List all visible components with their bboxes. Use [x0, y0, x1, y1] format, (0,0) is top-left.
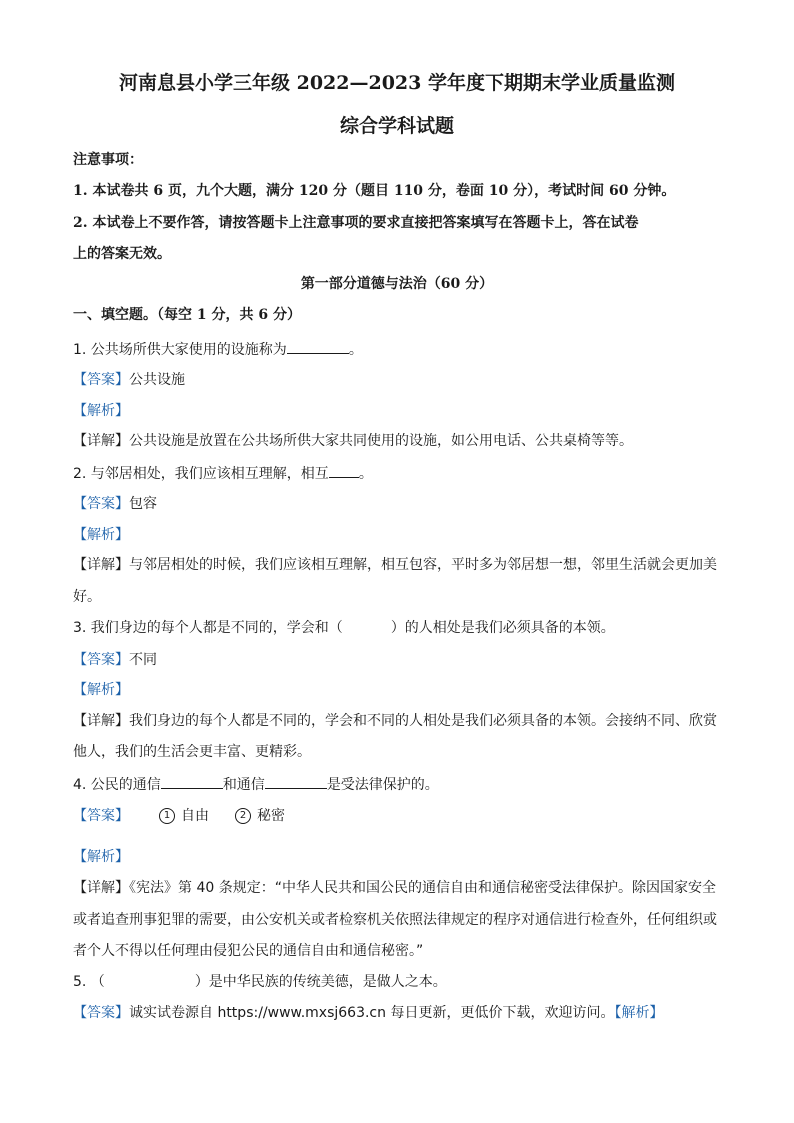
question-2: 2. 与邻居相处，我们应该相互理解，相互 。: [73, 463, 373, 484]
question-4-detail-cont2: 者个人不得以任何理由侵犯公民的通信自由和通信秘密。”: [73, 943, 424, 959]
question-1-answer: 【答案】公共设施: [73, 372, 185, 388]
question-1-stem: 1. 公共场所供大家使用的设施称为: [73, 342, 287, 358]
question-4-detail: 【详解】《宪法》第 40 条规定：“中华人民共和国公民的通信自由和通信秘密受法律保护。除因国家安全: [73, 880, 716, 896]
answer-blank: [329, 463, 359, 478]
notes-item-2-cont: 上的答案无效。: [73, 246, 171, 262]
source-footer: 【答案】诚实试卷源自 https://www.mxsj663.cn 每日更新，更低价下载，欢迎访问。【解析】: [73, 1005, 664, 1021]
section-heading: 一、填空题。（每空 1 分，共 6 分）: [73, 307, 301, 323]
question-3: 3. 我们身边的每个人都是不同的，学会和（ ）的人相处是我们必须具备的本领。: [73, 620, 615, 636]
answer-label: 【答案】: [73, 372, 129, 388]
question-2-stem: 2. 与邻居相处，我们应该相互理解，相互: [73, 466, 329, 482]
notes-heading: 注意事项：: [73, 152, 143, 168]
answer-blank: [265, 774, 327, 789]
notes-item-1: 1. 本试卷共 6 页，九个大题，满分 120 分（题目 110 分，卷面 10 分），考试时间 60 分钟。: [73, 183, 676, 199]
answer-blank: [287, 339, 349, 354]
question-5: 5. （ ）是中华民族的传统美德，是做人之本。: [73, 974, 447, 990]
question-3-answer: 【答案】不同: [73, 652, 157, 668]
question-2-analysis: 【解析】: [73, 527, 129, 543]
question-3-analysis: 【解析】: [73, 682, 129, 698]
question-4-stem: 4. 公民的通信: [73, 777, 161, 793]
question-4: 4. 公民的通信 和通信 是受法律保护的。: [73, 774, 439, 795]
answer-blank: [161, 774, 223, 789]
question-3-stem: 3. 我们身边的每个人都是不同的，学会和（: [73, 620, 343, 636]
exam-subtitle: 综合学科试题: [339, 115, 454, 137]
exam-title: 河南息县小学三年级 2022—2023 学年度下期期末学业质量监测: [119, 72, 675, 94]
question-4-answer: 【答案】 1 自由 2 秘密: [73, 808, 285, 824]
question-1-detail: 【详解】公共设施是放置在公共场所供大家共同使用的设施，如公用电话、公共桌椅等等。: [73, 433, 633, 449]
analysis-label: 【解析】: [73, 403, 129, 419]
question-3-detail: 【详解】我们身边的每个人都是不同的，学会和不同的人相处是我们必须具备的本领。会接纳不同、欣赏: [73, 713, 717, 729]
question-1-analysis: [73, 401, 129, 421]
question-2-answer: 【答案】包容: [73, 496, 157, 512]
question-4-detail-cont: 或者追查刑事犯罪的需要，由公安机关或者检察机关依照法律规定的程序对通信进行检查外，任何组织或: [73, 912, 717, 928]
source-link[interactable]: 诚实试卷源自 https://www.mxsj663.cn 每日更新，更低价下载，欢迎访问。: [129, 1005, 615, 1021]
part-heading: 第一部分道德与法治（60 分）: [300, 276, 494, 292]
number-1-icon: 1: [159, 808, 175, 824]
question-3-detail-cont: 他人，我们的生活会更丰富、更精彩。: [73, 744, 311, 760]
number-2-icon: 2: [235, 808, 251, 824]
question-5-stem: 5. （: [73, 974, 105, 990]
question-2-detail-cont: 好。: [73, 589, 101, 605]
notes-item-2: 2. 本试卷上不要作答，请按答题卡上注意事项的要求直接把答案填写在答题卡上，答在试卷: [73, 215, 639, 231]
detail-label: 【详解】: [73, 433, 129, 449]
question-4-analysis: 【解析】: [73, 849, 129, 865]
question-2-detail: 【详解】与邻居相处的时候，我们应该相互理解，相互包容，平时多为邻居想一想，邻里生活就会更加美: [73, 557, 717, 573]
question-1: 1. 公共场所供大家使用的设施称为 。: [73, 339, 363, 360]
